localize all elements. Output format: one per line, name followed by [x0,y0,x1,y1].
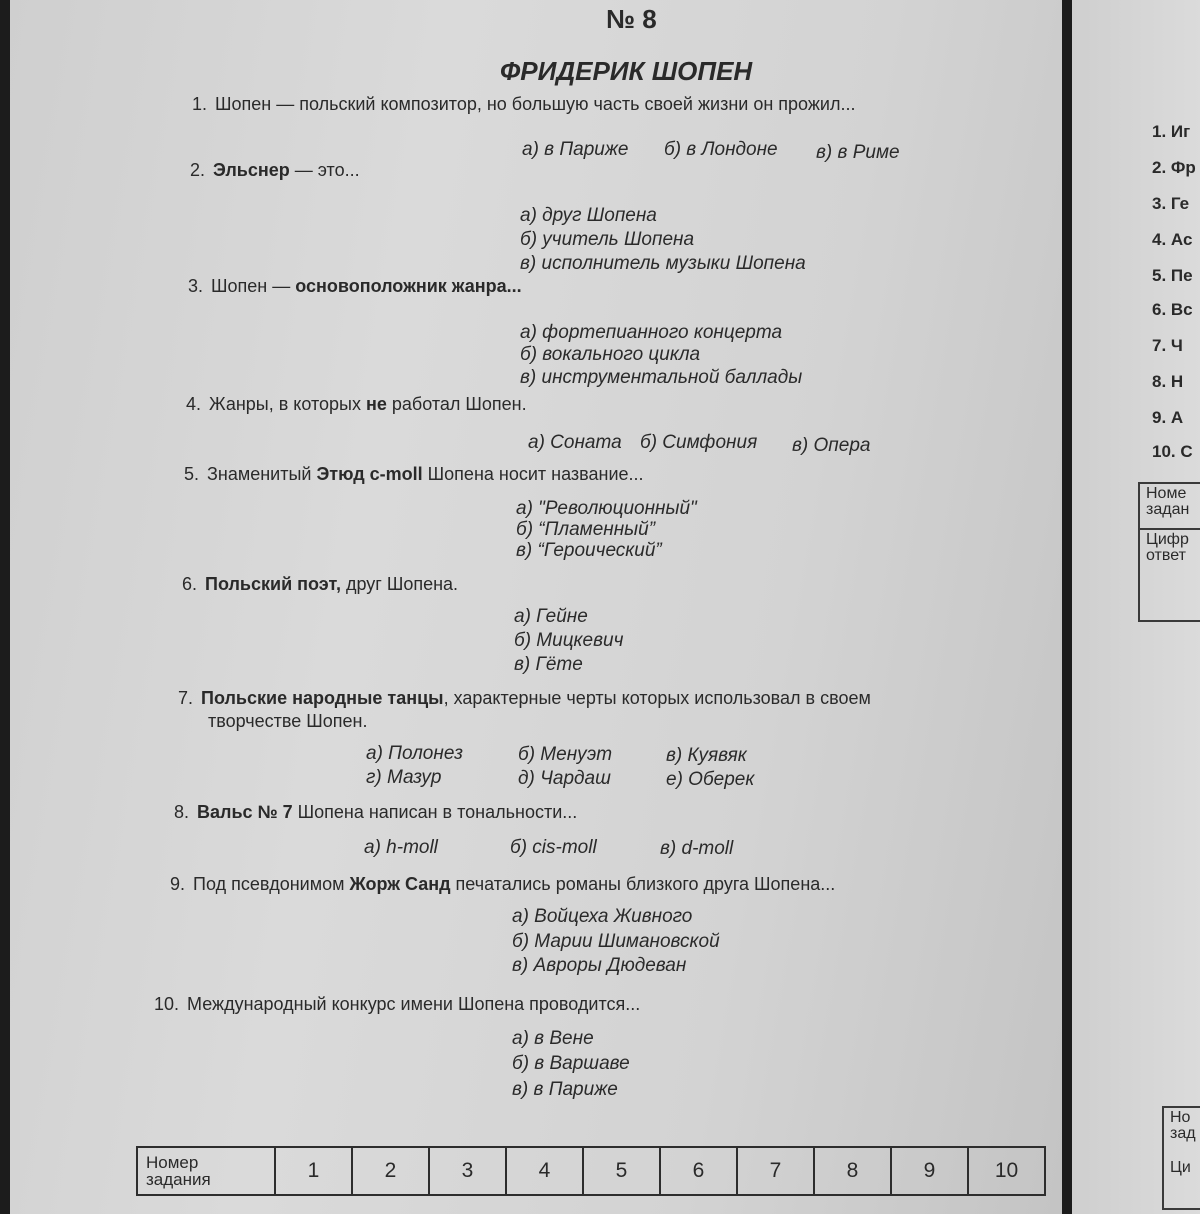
question-5: 5. Знаменитый Этюд с-moll Шопена носит название... [184,464,644,484]
q6-option-b: б) Мицкевич [514,630,624,651]
list-item: 2. Фр [1152,158,1196,177]
q7-option-a: а) Полонез [366,743,464,764]
q5-option-b: б) “Пламенный” [516,519,656,540]
q1-option-a: а) в Париже [522,139,629,160]
question-6: 6. Польский поэт, друг Шопена. [182,574,459,594]
q7-option-d: г) Мазур [366,767,442,788]
worksheet-title: ФРИДЕРИК ШОПЕН [500,56,753,86]
q10-option-b: б) в Варшаве [512,1053,630,1074]
q3-option-a: а) фортепианного концерта [520,322,783,343]
list-item: 7. Ч [1152,336,1183,355]
q1-option-b: б) в Лондоне [664,139,778,160]
table-cell: 6 [660,1147,737,1195]
q4-option-c: в) Опера [792,435,871,456]
q9-option-b: б) Марии Шимановской [512,931,720,952]
list-item: 6. Вс [1152,300,1193,319]
table-header-cell: Номер задания [137,1147,275,1195]
adjacent-page [1072,0,1200,1214]
list-item: 9. А [1152,408,1184,427]
question-2: 2. Эльснер — это... [190,160,360,180]
worksheet-page [10,0,1062,1214]
adjacent-table-bottom: Но зад Ци [1162,1106,1200,1210]
adjacent-table-header: Номе задан [1138,482,1200,530]
question-3: 3. Шопен — основоположник жанра... [188,276,522,296]
adjacent-table-answers: Цифр ответ [1138,528,1200,622]
q8-option-a: а) h-moll [364,837,438,858]
question-8: 8. Вальс № 7 Шопена написан в тональности... [174,802,578,822]
q6-option-c: в) Гёте [514,654,583,675]
q3-option-c: в) инструментальной баллады [520,367,803,388]
q5-option-a: а) "Революционный" [516,498,697,519]
q9-option-c: в) Авроры Дюдеван [512,955,687,976]
table-row [137,1147,1045,1195]
question-1: 1. Шопен — польский композитор, но большую часть своей жизни он прожил... [192,94,856,114]
list-item: 1. Иг [1152,122,1191,141]
question-4: 4. Жанры, в которых не работал Шопен. [186,394,527,414]
q9-option-a: а) Войцеха Живного [512,906,693,927]
list-item: 3. Ге [1152,194,1190,213]
worksheet-number: № 8 [606,4,657,34]
table-cell: 4 [506,1147,583,1195]
question-10: 10. Международный конкурс имени Шопена проводится... [154,994,641,1014]
list-item: 8. Н [1152,372,1184,391]
table-cell: 8 [814,1147,891,1195]
table-cell: 9 [891,1147,968,1195]
table-cell: 3 [429,1147,506,1195]
q6-option-a: а) Гейне [514,606,588,627]
q7-option-e: д) Чардаш [518,768,611,789]
list-item: 10. С [1152,442,1193,461]
q7-option-b: б) Менуэт [518,744,613,765]
q4-option-b: б) Симфония [640,432,758,453]
q7-option-c: в) Куявяк [666,745,747,766]
q7-option-f: е) Оберек [666,769,755,790]
q10-option-c: в) в Париже [512,1079,618,1100]
q2-option-a: а) друг Шопена [520,205,657,226]
q1-option-c: в) в Риме [816,142,900,163]
list-item: 5. Пе [1152,266,1193,285]
q2-option-c: в) исполнитель музыки Шопена [520,253,806,274]
question-9: 9. Под псевдонимом Жорж Санд печатались романы близкого друга Шопена... [170,874,836,894]
table-cell: 10 [968,1147,1045,1195]
q4-option-a: а) Соната [528,432,622,453]
q2-option-b: б) учитель Шопена [520,229,695,250]
answer-table [136,1146,1046,1196]
q5-option-c: в) “Героический” [516,540,662,561]
question-7: 7. Польские народные танцы, характерные черты которых использовал в своем [178,688,871,708]
table-cell: 7 [737,1147,814,1195]
list-item: 4. Ас [1152,230,1193,249]
table-cell: 1 [275,1147,352,1195]
q10-option-a: а) в Вене [512,1028,594,1049]
question-7-line2: творчестве Шопен. [208,711,368,731]
q3-option-b: б) вокального цикла [520,344,701,365]
table-cell: 5 [583,1147,660,1195]
table-cell: 2 [352,1147,429,1195]
q8-option-b: б) cis-moll [510,837,597,858]
q8-option-c: в) d-moll [660,838,734,859]
